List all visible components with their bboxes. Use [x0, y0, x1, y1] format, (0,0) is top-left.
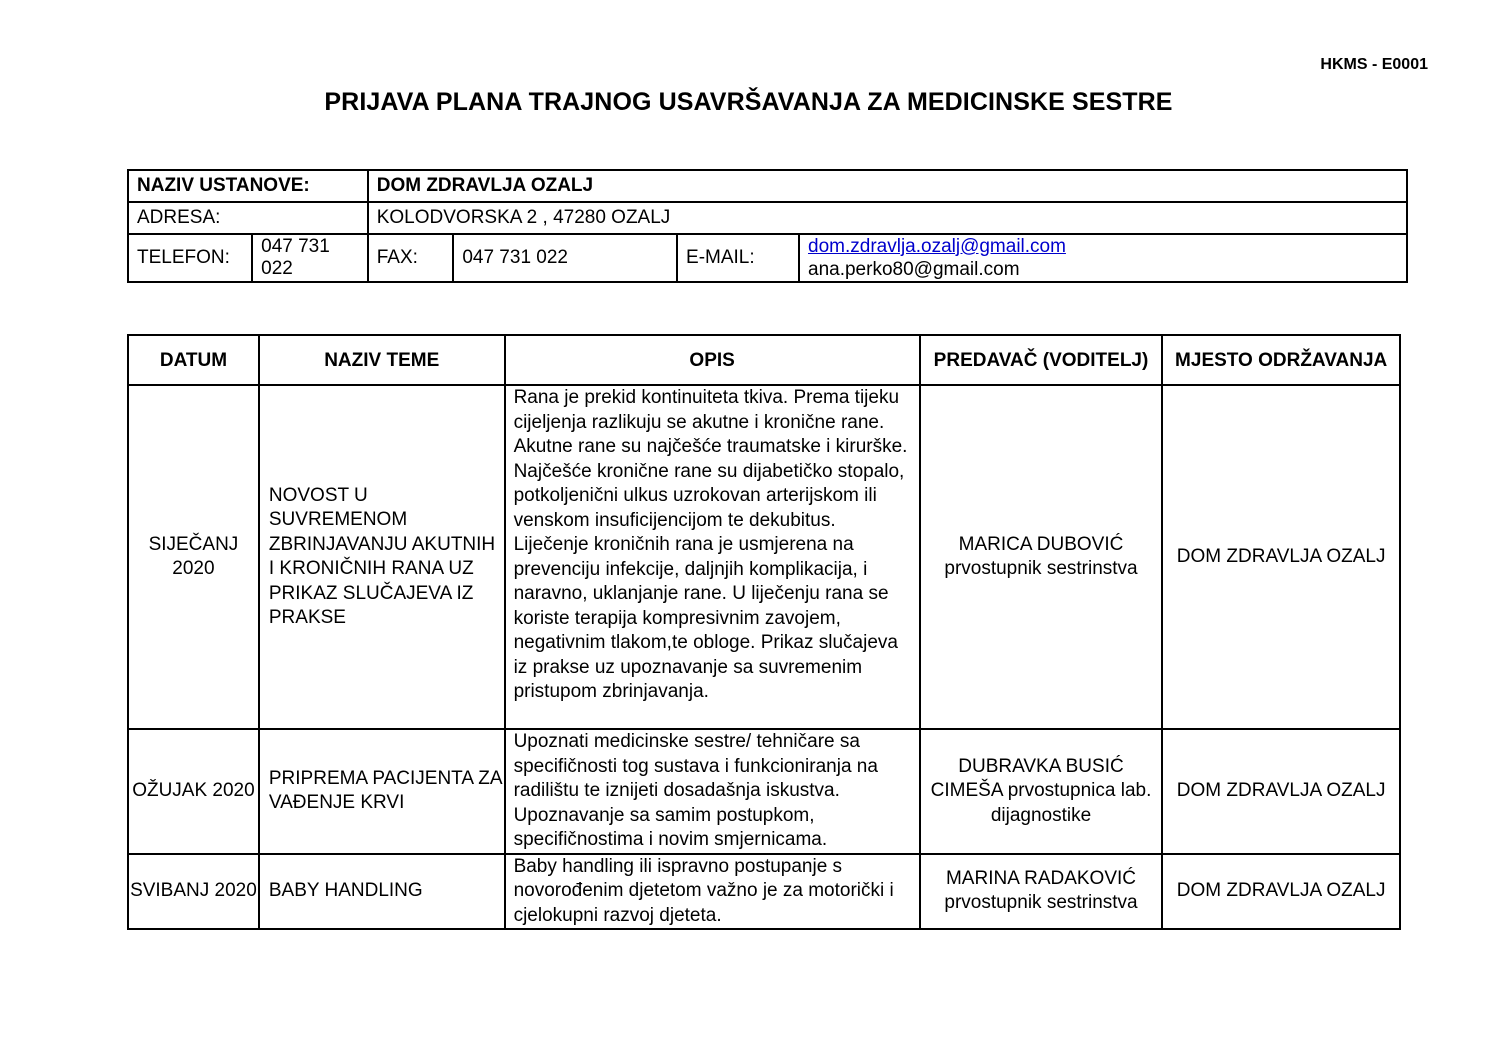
table-row — [128, 385, 1400, 729]
naziv-value: DOM ZDRAVLJA OZALJ — [368, 170, 1407, 202]
row-mjesto: DOM ZDRAVLJA OZALJ — [1162, 854, 1400, 930]
fax-label: FAX: — [368, 234, 454, 282]
table-row — [128, 854, 1400, 930]
email-value — [799, 234, 1407, 282]
header-opis: OPIS — [505, 335, 920, 385]
institution-info-table — [127, 169, 1408, 283]
row-predavac: MARINA RADAKOVIĆ prvostupnik sestrinstva — [920, 854, 1163, 930]
header-naziv-teme: NAZIV TEME — [259, 335, 505, 385]
header-predavac: PREDAVAČ (VODITELJ) — [920, 335, 1163, 385]
adresa-value: KOLODVORSKA 2 , 47280 OZALJ — [368, 202, 1407, 234]
row-predavac: MARICA DUBOVIĆ prvostupnik sestrinstva — [920, 385, 1163, 729]
row-tema: PRIPREMA PACIJENTA ZA VAĐENJE KRVI — [259, 729, 505, 854]
training-plan-table — [127, 334, 1401, 930]
table-row — [128, 729, 1400, 854]
header-datum: DATUM — [128, 335, 259, 385]
page-title: PRIJAVA PLANA TRAJNOG USAVRŠAVANJA ZA MEDICINSKE SESTRE — [324, 88, 1173, 116]
naziv-label: NAZIV USTANOVE: — [128, 170, 368, 202]
header-mjesto: MJESTO ODRŽAVANJA — [1162, 335, 1400, 385]
telefon-value: 047 731 022 — [252, 234, 368, 282]
table-header-row — [128, 335, 1400, 385]
row-opis: Baby handling ili ispravno postupanje s novorođenim djetetom važno je za motorički i cjelokupni razvoj djeteta. — [505, 854, 920, 930]
row-mjesto: DOM ZDRAVLJA OZALJ — [1162, 729, 1400, 854]
row-datum: SIJEČANJ 2020 — [128, 385, 259, 729]
row-datum: OŽUJAK 2020 — [128, 729, 259, 854]
email-label: E-MAIL: — [677, 234, 799, 282]
row-mjesto: DOM ZDRAVLJA OZALJ — [1162, 385, 1400, 729]
row-tema: NOVOST U SUVREMENOM ZBRINJAVANJU AKUTNIH I KRONIČNIH RANA UZ PRIKAZ SLUČAJEVA IZ PRAKSE — [259, 385, 505, 729]
row-predavac: DUBRAVKA BUSIĆ CIMEŠA prvostupnica lab. dijagnostike — [920, 729, 1163, 854]
document-code: HKMS - E0001 — [1320, 56, 1428, 73]
row-datum: SVIBANJ 2020 — [128, 854, 259, 930]
email-secondary: ana.perko80@gmail.com — [808, 259, 1020, 280]
telefon-label: TELEFON: — [128, 234, 252, 282]
row-opis: Rana je prekid kontinuiteta tkiva. Prema tijeku cijeljenja razlikuju se akutne i kronične rane. Akutne rane su najčešće traumatske i kirurške. Najčešće kronične rane su dijabetičko stopalo, potkoljenični ulkus uzrokovan arterijskom ili venskom insuficijencijom te dekubitus. Liječenje kroničnih rana je usmjerena na prevenciju infekcije, daljnjih komplikacija, i naravno, uklanjanje rane. U liječenju rana se koriste terapija kompresivnim zavojem, negativnim tlakom,te obloge. Prikaz slučajeva iz prakse uz upoznavanje sa suvremenim pristupom zbrinjavanja. — [505, 385, 920, 729]
fax-value: 047 731 022 — [453, 234, 677, 282]
row-opis: Upoznati medicinske sestre/ tehničare sa specifičnosti tog sustava i funkcioniranja na radilištu te iznijeti dosadašnja iskustva. Upoznavanje sa samim postupkom, specifičnostima i novim smjernicama. — [505, 729, 920, 854]
adresa-label: ADRESA: — [128, 202, 368, 234]
row-tema: BABY HANDLING — [259, 854, 505, 930]
email-link[interactable]: dom.zdravlja.ozalj@gmail.com — [808, 236, 1066, 257]
